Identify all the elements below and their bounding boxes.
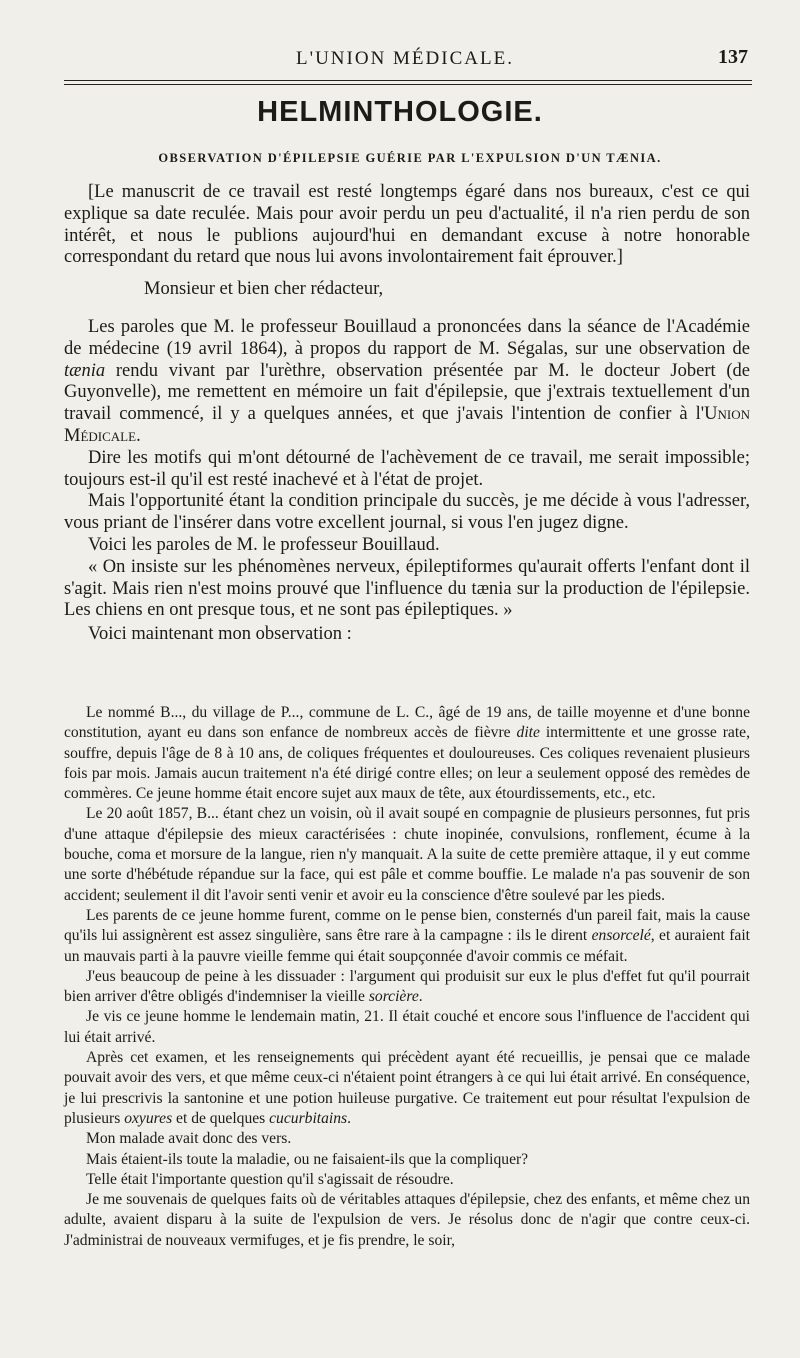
article-lead xyxy=(64,182,750,646)
observation-paragraph: Le nommé B..., du village de P..., commune de L. C., âgé de 19 ans, de taille moyenne et d'une bonne constitution, ayant eu dans son enfance de nombreux accès de fièvre dite intermittente et une grosse rate, souffre, depuis l'âge de 8 à 10 ans, de coliques fréquentes et douloureuses. Ces coliques revenaient plusieurs fois par mois. Jamais aucun traitement n'a été dirigé contre elles; on leur a seulement opposé des remèdes de commères. Ce jeune homme était encore sujet aux maux de tête, aux étourdissements, etc., etc. xyxy=(64,704,751,803)
article-subtitle: OBSERVATION D'ÉPILEPSIE GUÉRIE PAR L'EXPULSION D'UN TÆNIA. xyxy=(158,151,662,165)
journal-name: Union Médicale xyxy=(64,404,750,446)
paragraph-voici-observation: Voici maintenant mon observation : xyxy=(88,624,352,645)
section-title: HELMINTHOLOGIE. xyxy=(257,96,543,128)
paragraph-motifs: Dire les motifs qui m'ont détourné de l'achèvement de ce travail, me serait impossible; toujours est-il qu'il est resté inachevé et à l'état de projet. xyxy=(64,447,750,490)
observation-paragraph: Après cet examen, et les renseignements qui précèdent ayant été recueillis, je pensai que ce malade pouvait avoir des vers, et que même ceux-ci n'étaient point étrangers à ce qui lui était arrivé. En conséquence, je lui prescrivis la santonine et une potion huileuse purgative. Ce traitement eut pour résultat l'expulsion de plusieurs oxyures et de quelques cucurbitains. xyxy=(64,1049,750,1127)
running-header xyxy=(62,44,748,74)
observation-body xyxy=(64,703,750,1251)
header-rule-thick xyxy=(64,80,752,81)
running-title: L'UNION MÉDICALE. xyxy=(296,48,514,69)
observation-paragraph: Je vis ce jeune homme le lendemain matin, 21. Il était couché et encore sous l'influence de l'accident qui lui était arrivé. xyxy=(64,1008,750,1046)
paragraph-opportunite: Mais l'opportunité étant la condition principale du succès, je me décide à vous l'adresser, vous priant de l'insérer dans votre excellent journal, si vous l'en jugez digne. xyxy=(64,491,750,534)
observation-paragraph: Je me souvenais de quelques faits où de véritables attaques d'épilepsie, chez des enfants, et même chez un adulte, avaient disparu à la suite de l'expulsion de vers. Je résolus donc de n'agir que contre ceux-ci. J'administrai de nouveaux vermifuges, et je fis prendre, le soir, xyxy=(64,1191,750,1249)
observation-paragraph: Les parents de ce jeune homme furent, comme on le pense bien, consternés d'un pareil fait, mais la cause qu'ils lui assignèrent est assez singulière, sans être rare à la campagne : ils le dirent ensorcelé, et auraient fait un mauvais parti à la pauvre vieille femme qui était soupçonnée d'avoir commis ce méfait. xyxy=(64,906,750,965)
observation-paragraph: Mais étaient-ils toute la maladie, ou ne faisaient-ils que la compliquer? xyxy=(86,1150,529,1168)
observation-paragraph: Telle était l'importante question qu'il s'agissait de résoudre. xyxy=(86,1170,454,1188)
editor-note: [Le manuscrit de ce travail est resté longtemps égaré dans nos bureaux, c'est ce qui explique sa date reculée. Mais pour avoir perdu un peu d'actualité, il n'a rien perdu de son intérêt, et nous le publions aujourd'hui en demandant excuse à notre honorable correspondant du retard que nous lui avons involontairement fait éprouver.] xyxy=(64,182,750,268)
paragraph-voici-paroles: Voici les paroles de M. le professeur Bouillaud. xyxy=(88,534,440,555)
quotation: « On insiste sur les phénomènes nerveux, épileptiformes qu'aurait offerts l'enfant dont il s'agit. Mais rien n'est moins prouvé que l'influence du tænia sur la production de l'épilepsie. Les chiens en ont presque tous, et ne sont pas épileptiques. » xyxy=(64,556,750,621)
observation-paragraph: Le 20 août 1857, B... étant chez un voisin, où il avait soupé en compagnie de plusieurs personnes, fut pris d'une attaque d'épilepsie des mieux caractérisées : chute inopinée, convulsions, ronflement, écume à la bouche, coma et morsure de la langue, rien n'y manquait. A la suite de cette première attaque, il y eut comme une sorte d'hébétude répandue sur la face, qui est pâle et comme bouffie. Le malade n'a pas souvenir de son accident; seulement il dit l'avoir senti venir et avoir eu la conscience d'être soulevé par les pieds. xyxy=(64,805,750,904)
header-rule-thin xyxy=(64,84,752,85)
salutation: Monsieur et bien cher rédacteur, xyxy=(144,279,384,300)
page-number: 137 xyxy=(718,46,748,68)
observation-paragraph: J'eus beaucoup de peine à les dissuader : l'argument qui produisit sur eux le plus d'effet fut qu'il pourrait bien arriver d'être obligés d'indemniser la vieille sorcière. xyxy=(64,967,750,1006)
paragraph-bouillaud: Les paroles que M. le professeur Bouillaud a prononcées dans la séance de l'Académie de médecine (19 avril 1864), à propos du rapport de M. Ségalas, sur une observation de tænia rendu vivant par l'urèthre, observation présentée par M. le docteur Jobert (de Guyonvelle), me remettent en mémoire un fait d'épilepsie, que j'extrais textuellement d'un travail commencé, il y a quelques années, et que j'avais l'intention de confier à l'Union Médicale. xyxy=(64,316,750,446)
observation-paragraph: Mon malade avait donc des vers. xyxy=(86,1130,292,1148)
